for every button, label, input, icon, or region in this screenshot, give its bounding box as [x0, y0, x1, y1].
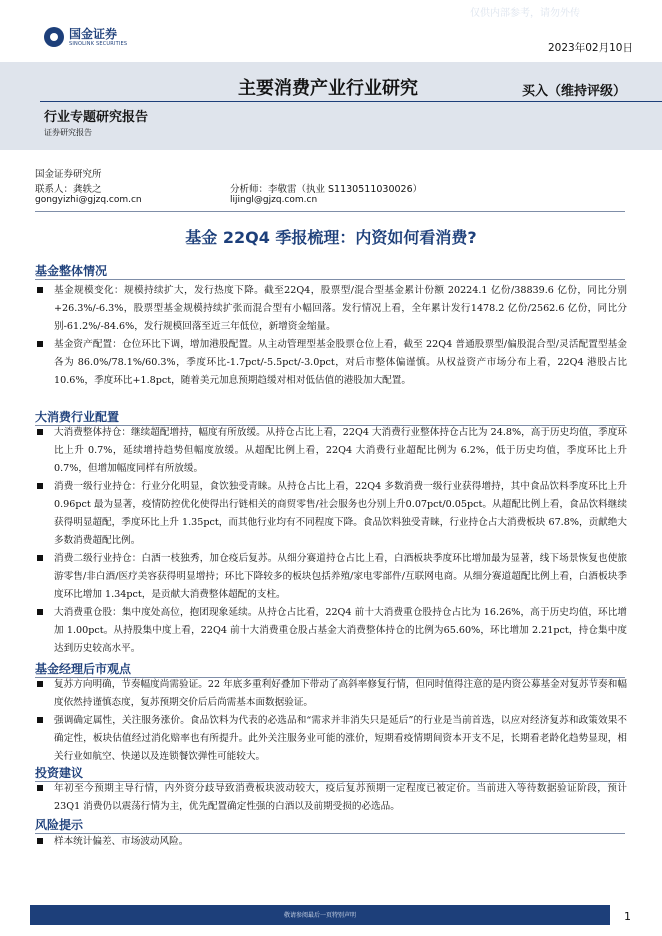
bullet-text: 强调确定属性，关注服务涨价。食品饮料为代表的必选品和“需求并非消失只是延后”的行业是当前首选，以应对经济复苏和政策效果不确定性，板块估值经过消化赔率也有所提升。此外关注服务业可能的涨价，短期看疫情期间资本开支不足，长期看老龄化趋势显现，相关行业如航空、快递以及连锁餐饮弹性可能较大。: [54, 715, 627, 762]
page-title: 主要消费产业行业研究: [238, 78, 418, 99]
list-item: [37, 336, 627, 390]
report-type: 行业专题研究报告: [44, 110, 149, 125]
bullet-square-icon: [37, 429, 43, 435]
bullet-text: 消费一级行业持仓：行业分化明显，食饮独受青睐。从持仓占比上看，22Q4 多数消费一级行业获得增持，其中食品饮料季度环比上升 0.96pct 最为显著，疫情防控优化使得出行链相关的商贸零售/社会服务也分别上升0.07pct/0.05pct。从超配比例上看，食品饮料继续获得明显超配，季度环比上升 1.35pct，而其他行业均有不同程度下降。食品饮料独受青睐，行业持仓占大消费板块 67.8%，贡献绝大多数消费超配比例。: [54, 481, 627, 546]
bullet-text: 大消费整体持仓：继续超配增持，幅度有所放缓。从持仓占比上看，22Q4 大消费行业整体持仓占比为 24.8%，高于历史均值，季度环比上升 0.7%，延续增持趋势但幅度放缓。从超配比例上看，22Q4 大消费行业超配比例为 6.2%，低于历史均值，季度环比上升 0.7%，但增加幅度同样有所放缓。: [54, 427, 627, 474]
section-heading-consumer-allocation: 大消费行业配置: [35, 410, 120, 424]
contact-email[interactable]: gongyizhi@gjzq.com.cn: [35, 195, 142, 205]
list-item: [37, 478, 627, 550]
list-item: [37, 833, 627, 851]
company-logo: [44, 27, 127, 47]
rating-label: 买入（维持评级）: [522, 84, 627, 99]
section-heading-risk: 风险提示: [35, 818, 84, 832]
logo-en-text: SINOLINK SECURITIES: [69, 40, 128, 47]
logo-cn-text: 国金证券: [69, 26, 118, 41]
header-divider: [40, 101, 662, 102]
bullet-text: 年初至今预期主导行情，内外资分歧导致消费板块波动较大，疫后复苏预期一定程度已被定价。当前进入等待数据验证阶段，预计 23Q1 消费仍以震荡行情为主，优先配置确定性强的白酒以及前期受损的必选品。: [54, 783, 627, 812]
list-item: [37, 780, 627, 816]
page-number: 1: [624, 910, 631, 923]
bullet-square-icon: [37, 609, 43, 615]
section-heading-manager-views: 基金经理后市观点: [35, 662, 132, 676]
analyst-email[interactable]: lijingl@gjzq.com.cn: [230, 195, 318, 205]
list-item: [37, 604, 627, 658]
bullet-square-icon: [37, 785, 43, 791]
bullet-text: 样本统计偏差、市场波动风险。: [54, 836, 189, 847]
bullet-square-icon: [37, 838, 43, 844]
watermark: 仅供内部参考，请勿外传: [470, 8, 580, 19]
contact-person: 联系人：龚轶之: [35, 184, 102, 195]
bullet-square-icon: [37, 717, 43, 723]
research-org: 国金证券研究所: [35, 169, 102, 180]
logo-icon: [44, 27, 64, 47]
bullet-square-icon: [37, 341, 43, 347]
bullet-text: 基金规模变化：规模持续扩大，发行热度下降。截至22Q4，股票型/混合型基金累计份额 20224.1 亿份/38839.6 亿份，同比分别+26.3%/-6.3%，股票型基金规模持续扩张而混合型有小幅回落。发行情况上看，全年累计发行1478.2 亿份/2562.6 亿份，同比分别-61.2%/-84.6%，发行规模回落至近三年低位，新增资金缩量。: [54, 285, 627, 332]
bullet-square-icon: [37, 287, 43, 293]
footer-disclaimer: 敬请参阅最后一页特别声明: [283, 912, 356, 919]
section-divider: [35, 279, 625, 280]
bullet-square-icon: [37, 555, 43, 561]
bullet-square-icon: [37, 483, 43, 489]
section-heading-fund-overview: 基金整体情况: [35, 264, 108, 278]
report-date: 2023年02月10日: [548, 42, 633, 54]
bullet-text: 复苏方向明确，节奏幅度尚需验证。22 年底多重利好叠加下带动了高斜率修复行情，但同时值得注意的是内资公募基金对复苏节奏和幅度依然持谨慎态度，复苏预期交价后后尚需基本面数据验证。: [54, 679, 627, 708]
bullet-square-icon: [37, 681, 43, 687]
list-item: [37, 424, 627, 478]
author-divider: [35, 211, 625, 212]
list-item: [37, 712, 627, 766]
list-item: [37, 550, 627, 604]
list-item: [37, 282, 627, 336]
report-subtype: 证券研究报告: [44, 128, 92, 137]
list-item: [37, 676, 627, 712]
bullet-text: 基金资产配置：仓位环比下调，增加港股配置。从主动管理型基金股票仓位上看，截至 22Q4 普通股票型/偏股混合型/灵活配置型基金各为 86.0%/78.1%/60.3%，季度环比-1.7pct/-5.5pct/-3.0pct，对后市整体偏谨慎。从权益资产市场分布上看，22Q4 港股占比 10.6%，季度环比+1.8pct，随着美元加息预期趋缓对相对低估值的港股加大配置。: [54, 339, 627, 386]
section-heading-investment-advice: 投资建议: [35, 766, 84, 780]
bullet-text: 消费二级行业持仓：白酒一枝独秀，加仓疫后复苏。从细分赛道持仓占比上看，白酒板块季度环比增加最为显著，线下场景恢复也使旅游零售/非白酒/医疗美容获得明显增持；环比下降较多的板块包括养殖/家电零部件/互联网电商。从细分赛道超配比例上看，白酒板块季度环比增加 1.34pct，是贡献大消费整体超配的支柱。: [54, 553, 627, 600]
document-title: 基金 22Q4 季报梳理：内资如何看消费?: [185, 228, 477, 247]
bullet-text: 大消费重仓股：集中度处高位，抱团现象延续。从持仓占比看，22Q4 前十大消费重仓股持仓占比为 16.26%，高于历史均值，环比增加 1.00pct。从持股集中度上看，22Q4 前十大消费重仓股占基金大消费整体持仓的比例为65.60%，环比增加 2.21pct，持仓集中度达到历史较高水平。: [54, 607, 627, 654]
analyst-name: 分析师：李敬雷（执业 S1130511030026）: [230, 184, 423, 195]
